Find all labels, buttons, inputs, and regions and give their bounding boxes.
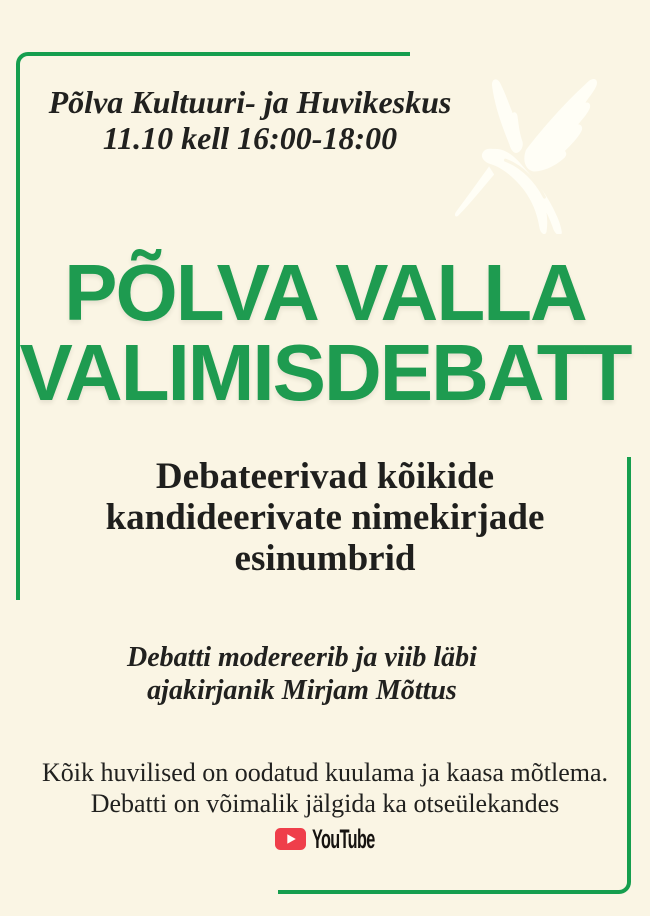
venue-line: Põlva Kultuuri- ja Huvikeskus	[48, 84, 452, 120]
event-info-block	[30, 84, 470, 156]
youtube-lockup	[0, 824, 650, 854]
youtube-wordmark-text: YouTube	[311, 824, 375, 854]
title-line-2: VALIMISDEBATT	[19, 328, 631, 417]
youtube-wordmark	[311, 824, 376, 854]
footer-line-2: Debatti on võimalik jälgida ka otseülekandes	[90, 789, 560, 818]
moderator-block	[0, 641, 604, 707]
footer-line-1: Kõik huvilised on oodatud kuulama ja kaasa mõtlema.	[41, 758, 609, 787]
footer-note	[0, 757, 650, 819]
youtube-play-icon	[275, 828, 306, 850]
moderator-line-2: ajakirjanik Mirjam Mõttus	[147, 675, 457, 706]
moderator-line-1: Debatti modereerib ja viib läbi	[127, 642, 477, 673]
title-line-1: PÕLVA VALLA	[64, 248, 586, 337]
subtitle-line-2: kandideerivate nimekirjade	[105, 497, 545, 538]
subtitle-line-1: Debateerivad kõikide	[155, 456, 495, 497]
page-title	[0, 248, 650, 417]
datetime-line: 11.10 kell 16:00-18:00	[102, 120, 398, 156]
subtitle-line-3: esinumbrid	[234, 538, 416, 579]
subtitle-block	[0, 456, 650, 579]
hummingbird-icon	[446, 70, 610, 234]
